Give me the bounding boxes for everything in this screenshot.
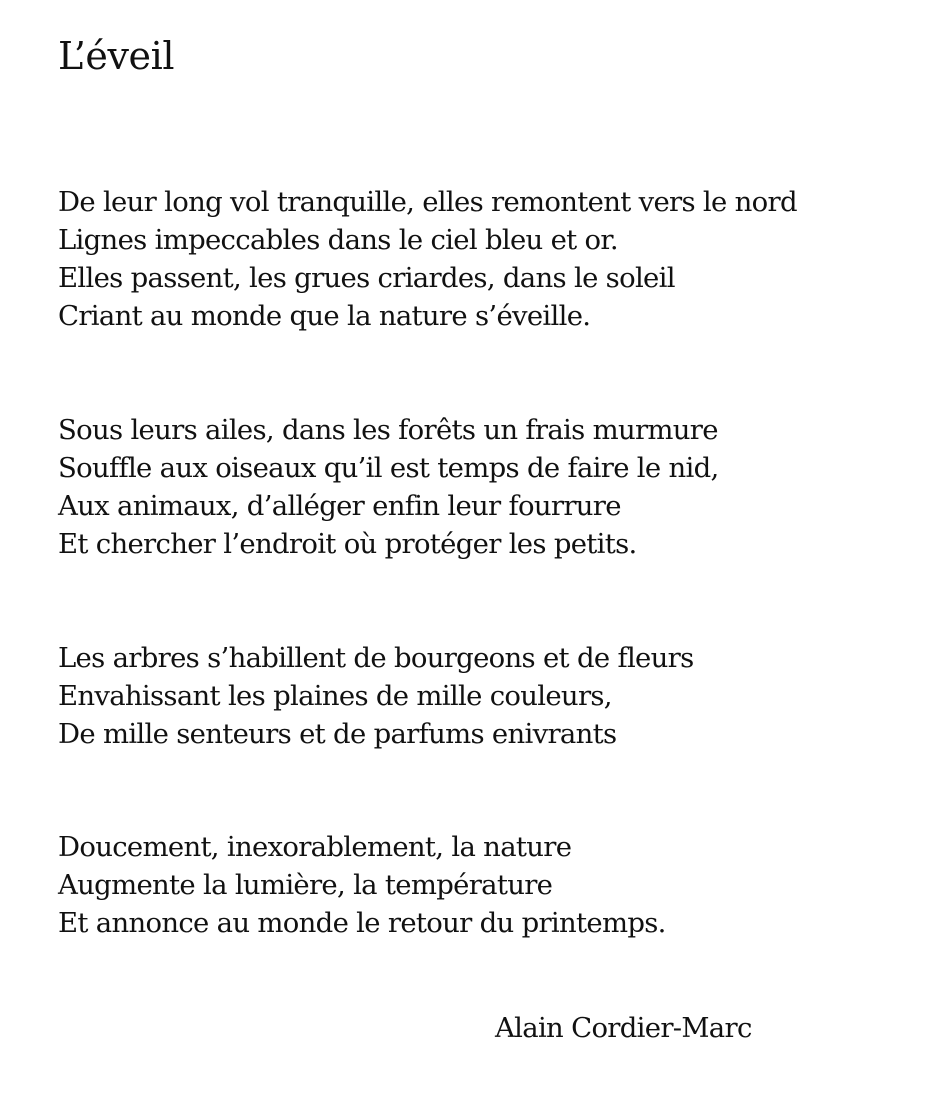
- stanza-1: [58, 183, 797, 335]
- poem-line: De leur long vol tranquille, elles remontent vers le nord: [58, 186, 797, 218]
- poem-line: Criant au monde que la nature s’éveille.: [58, 300, 591, 332]
- poem-line: De mille senteurs et de parfums enivrants: [58, 718, 617, 750]
- poem-line: Et chercher l’endroit où protéger les petits.: [58, 528, 637, 560]
- poem-line: Envahissant les plaines de mille couleurs,: [58, 680, 612, 712]
- stanza-2: [58, 411, 719, 563]
- poem-line: Elles passent, les grues criardes, dans le soleil: [58, 262, 675, 294]
- poem-line: Souffle aux oiseaux qu’il est temps de faire le nid,: [58, 452, 719, 484]
- poem-line: Doucement, inexorablement, la nature: [58, 831, 572, 863]
- poem-line: Sous leurs ailes, dans les forêts un frais murmure: [58, 414, 718, 446]
- poem-line: Aux animaux, d’alléger enfin leur fourrure: [58, 490, 621, 522]
- stanza-4: [58, 828, 666, 942]
- poem-author: Alain Cordier-Marc: [495, 1012, 752, 1044]
- poem-line: Les arbres s’habillent de bourgeons et de fleurs: [58, 642, 694, 674]
- poem-line: Lignes impeccables dans le ciel bleu et or.: [58, 224, 618, 256]
- poem-title: L’éveil: [58, 34, 175, 78]
- poem-line: Augmente la lumière, la température: [58, 869, 553, 901]
- stanza-3: [58, 639, 693, 753]
- poem-line: Et annonce au monde le retour du printemps.: [58, 907, 666, 939]
